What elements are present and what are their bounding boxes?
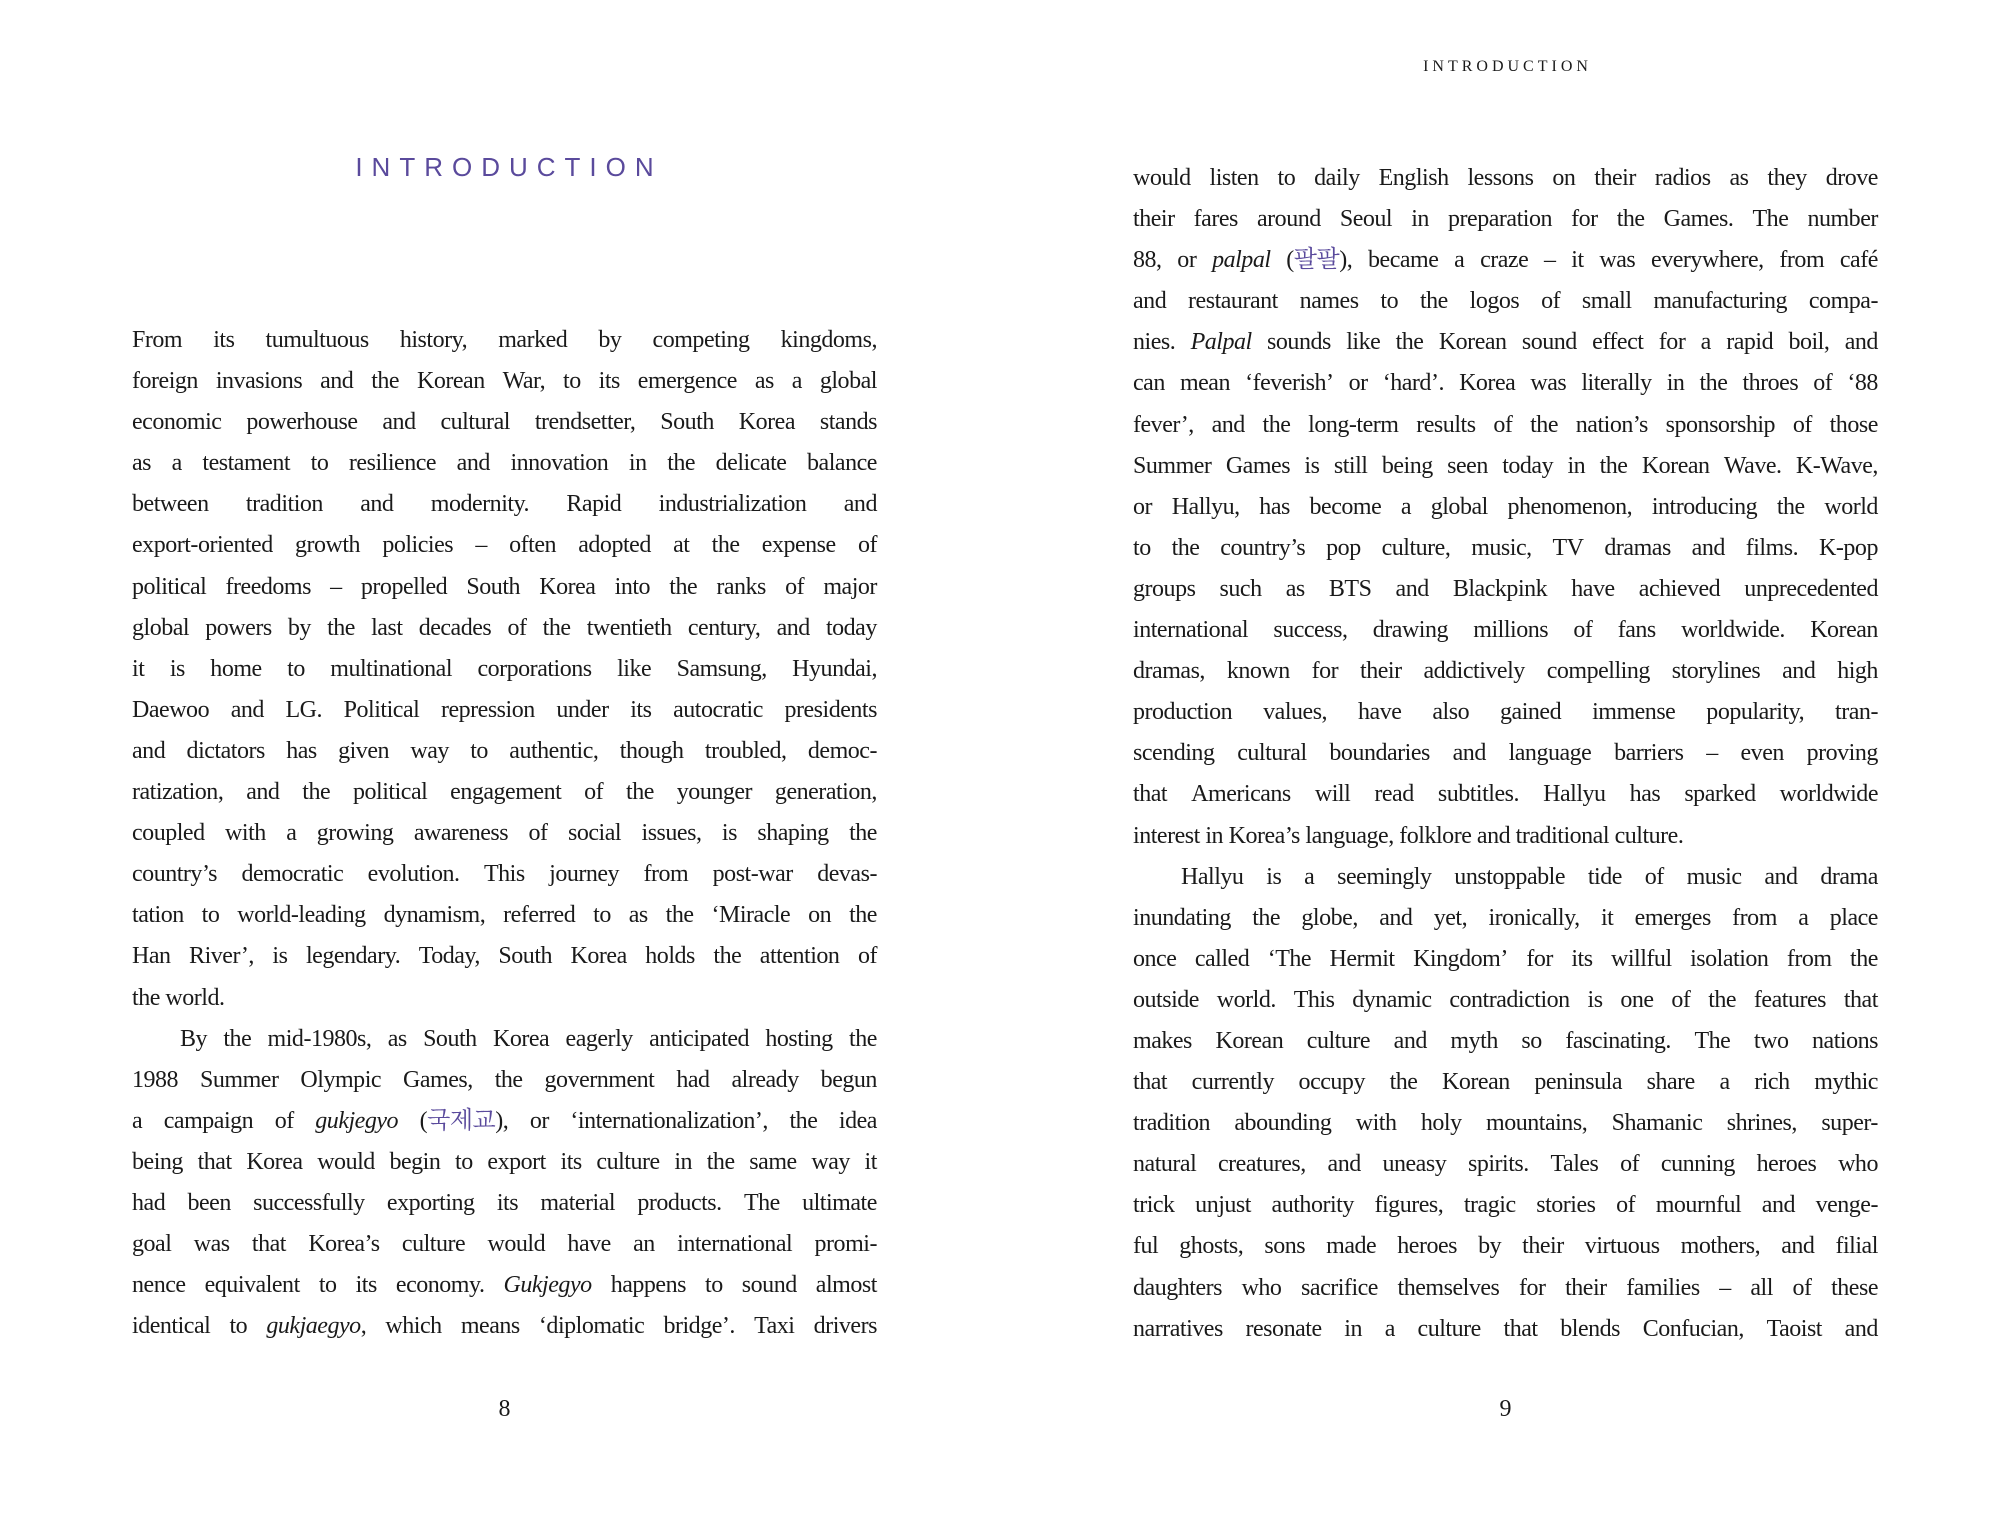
- text-line: the world.: [132, 984, 225, 1011]
- text-line: political freedoms – propelled South Korea into the ranks of major: [132, 573, 877, 600]
- text-line: country’s democratic evolution. This journey from post-war devas-: [132, 861, 877, 888]
- text-line: between tradition and modernity. Rapid industrialization and: [132, 491, 877, 518]
- text-line: narratives resonate in a culture that blends Confucian, Taoist and: [1133, 1315, 1878, 1342]
- text-line: and dictators has given way to authentic, though troubled, democ-: [132, 737, 877, 764]
- text-line: that currently occupy the Korean peninsula share a rich mythic: [1133, 1069, 1878, 1096]
- body-text-right: [1133, 158, 1878, 1350]
- text-line: their fares around Seoul in preparation for the Games. The number: [1133, 206, 1878, 233]
- text-line: groups such as BTS and Blackpink have achieved unprecedented: [1133, 575, 1878, 602]
- text-line: fever’, and the long-term results of the nation’s sponsorship of those: [1133, 411, 1878, 438]
- text-line: had been successfully exporting its material products. The ultimate: [132, 1189, 877, 1216]
- text-line: production values, have also gained immense popularity, tran-: [1133, 699, 1878, 726]
- text-line: to the country’s pop culture, music, TV dramas and films. K-pop: [1133, 534, 1878, 561]
- text-line: outside world. This dynamic contradiction is one of the features that: [1133, 986, 1878, 1013]
- text-line: Daewoo and LG. Political repression under its autocratic presidents: [132, 696, 877, 723]
- text-line: a campaign of gukjegyo (국제교), or ‘internationalization’, the idea: [132, 1107, 877, 1134]
- text-line: economic powerhouse and cultural trendsetter, South Korea stands: [132, 409, 877, 436]
- text-line: and restaurant names to the logos of small manufacturing compa-: [1133, 288, 1878, 315]
- text-line: tradition abounding with holy mountains, Shamanic shrines, super-: [1133, 1110, 1878, 1137]
- text-line: nence equivalent to its economy. Gukjegyo happens to sound almost: [132, 1272, 877, 1299]
- text-line: can mean ‘feverish’ or ‘hard’. Korea was literally in the throes of ‘88: [1133, 370, 1878, 397]
- body-text-left: [132, 320, 877, 1347]
- text-line: inundating the globe, and yet, ironically, it emerges from a place: [1133, 904, 1878, 931]
- text-line: coupled with a growing awareness of social issues, is shaping the: [132, 820, 877, 847]
- page-number-right: 9: [1499, 1396, 1512, 1422]
- text-line: tation to world-leading dynamism, referred to as the ‘Miracle on the: [132, 902, 877, 929]
- text-line: makes Korean culture and myth so fascinating. The two nations: [1133, 1027, 1878, 1054]
- chapter-heading: INTRODUCTION: [355, 152, 663, 182]
- text-line: 88, or palpal (팔팔), became a craze – it was everywhere, from café: [1133, 247, 1878, 274]
- text-line: identical to gukjaegyo, which means ‘diplomatic bridge’. Taxi drivers: [132, 1313, 877, 1340]
- page-number-left: 8: [498, 1396, 511, 1422]
- text-line: natural creatures, and uneasy spirits. Tales of cunning heroes who: [1133, 1151, 1878, 1178]
- text-line: Hallyu is a seemingly unstoppable tide of music and drama: [1181, 863, 1878, 890]
- text-line: 1988 Summer Olympic Games, the government had already begun: [132, 1066, 877, 1093]
- text-line: goal was that Korea’s culture would have an international promi-: [132, 1231, 877, 1258]
- text-line: From its tumultuous history, marked by competing kingdoms,: [132, 327, 877, 353]
- text-line: international success, drawing millions of fans worldwide. Korean: [1133, 617, 1878, 644]
- text-line: global powers by the last decades of the twentieth century, and today: [132, 614, 877, 641]
- text-line: ful ghosts, sons made heroes by their virtuous mothers, and filial: [1133, 1233, 1878, 1260]
- text-line: foreign invasions and the Korean War, to its emergence as a global: [132, 368, 877, 395]
- text-line: as a testament to resilience and innovation in the delicate balance: [132, 450, 877, 477]
- text-line: By the mid-1980s, as South Korea eagerly anticipated hosting the: [180, 1025, 877, 1052]
- text-line: ratization, and the political engagement of the younger generation,: [132, 779, 877, 806]
- text-line: that Americans will read subtitles. Hallyu has sparked worldwide: [1133, 781, 1878, 808]
- text-line: Han River’, is legendary. Today, South Korea holds the attention of: [132, 943, 877, 970]
- text-line: once called ‘The Hermit Kingdom’ for its willful isolation from the: [1133, 945, 1878, 972]
- text-line: dramas, known for their addictively compelling storylines and high: [1133, 658, 1878, 685]
- text-line: or Hallyu, has become a global phenomenon, introducing the world: [1133, 493, 1878, 520]
- text-line: Summer Games is still being seen today in the Korean Wave. K-Wave,: [1133, 452, 1878, 479]
- text-line: trick unjust authority figures, tragic stories of mournful and venge-: [1133, 1192, 1878, 1219]
- text-line: being that Korea would begin to export its culture in the same way it: [132, 1148, 877, 1175]
- running-header: INTRODUCTION: [1423, 58, 1592, 75]
- text-line: would listen to daily English lessons on their radios as they drove: [1133, 165, 1878, 191]
- text-line: it is home to multinational corporations like Samsung, Hyundai,: [132, 655, 877, 682]
- text-line: interest in Korea’s language, folklore and traditional culture.: [1133, 822, 1684, 849]
- text-line: scending cultural boundaries and language barriers – even proving: [1133, 740, 1878, 767]
- text-line: daughters who sacrifice themselves for their families – all of these: [1133, 1274, 1878, 1301]
- text-line: export-oriented growth policies – often adopted at the expense of: [132, 532, 877, 559]
- text-line: nies. Palpal sounds like the Korean sound effect for a rapid boil, and: [1133, 329, 1878, 356]
